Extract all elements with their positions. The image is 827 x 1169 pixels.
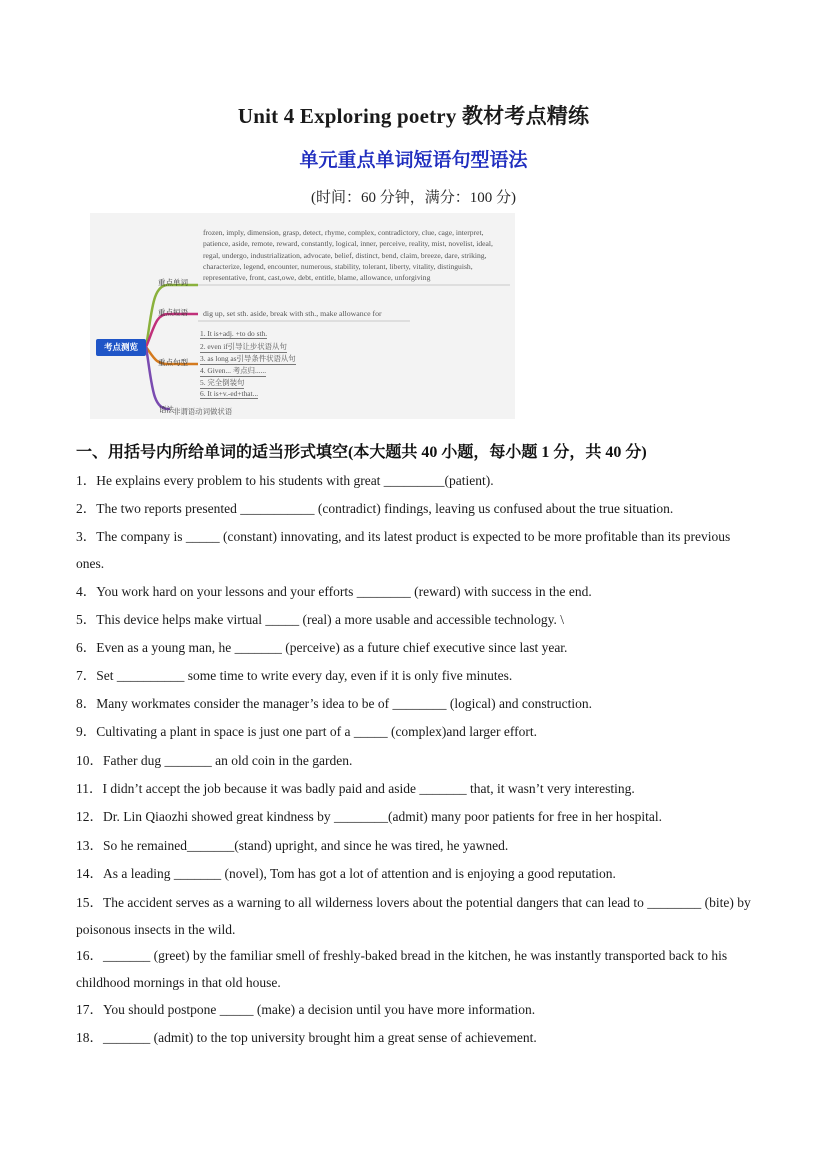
section-heading: 一、用括号内所给单词的适当形式填空(本大题共 40 小题，每小题 1 分，共 40 分) <box>76 444 647 461</box>
question-13: 13．So he remained_______(stand) upright, and since he was tired, he yawned. <box>76 838 509 853</box>
question-8: 8．Many workmates consider the manager’s idea to be of ________ (logical) and construction. <box>76 696 592 711</box>
sentences-branch-label: 重点句型 <box>158 358 188 367</box>
question-12: 12．Dr. Lin Qiaozhi showed great kindness by ________(admit) many poor patients for free in her hospital. <box>76 809 662 824</box>
question-16: 16．_______ (greet) by the familiar smell of freshly-baked bread in the kitchen, he was instantly transported back to his childhood mornings in that old house. <box>76 948 728 990</box>
page-title: Unit 4 Exploring poetry 教材考点精练 <box>237 104 590 128</box>
time-and-score: (时间：60 分钟，满分：100 分) <box>311 190 516 206</box>
question-18: 18．_______ (admit) to the top university brought him a great sense of achievement. <box>76 1030 537 1045</box>
question-7: 7．Set __________ some time to write every day, even if it is only five minutes. <box>76 668 513 683</box>
question-4: 4．You work hard on your lessons and your efforts ________ (reward) with success in the end. <box>76 584 592 599</box>
question-10: 10．Father dug _______ an old coin in the garden. <box>76 753 353 768</box>
question-2: 2．The two reports presented ___________ (contradict) findings, leaving us confused about the true situation. <box>76 501 674 516</box>
question-14: 14．As a leading _______ (novel), Tom has got a lot of attention and is enjoying a good reputation. <box>76 866 616 881</box>
words-branch-label: 重点单词 <box>158 278 188 287</box>
sentence-pattern-1: 1. It is+adj. +to do sth. <box>200 329 268 338</box>
grammar-point: 非谓语动词做状语 <box>173 407 233 416</box>
question-5: 5．This device helps make virtual _____ (real) a more usable and accessible technology. \ <box>76 612 564 627</box>
mind-map-root: 考点测览 <box>96 339 146 356</box>
sentence-pattern-3: 3. as long as引导条件状语从句 <box>200 354 296 363</box>
grammar-branch-label: 语法 <box>159 405 174 414</box>
sentence-pattern-6: 6. It is+v.-ed+that... <box>200 389 259 398</box>
question-11: 11．I didn’t accept the job because it was badly paid and aside _______ that, it wasn’t very interesting. <box>76 781 635 796</box>
sentence-pattern-2: 2. even if引导让步状语从句 <box>200 342 287 351</box>
mind-map <box>90 213 515 419</box>
phrases-branch-label: 重点短语 <box>158 308 188 317</box>
sentence-pattern-5: 5. 完全倒装句 <box>200 378 245 387</box>
question-1: 1．He explains every problem to his students with great _________(patient). <box>76 473 494 488</box>
question-6: 6．Even as a young man, he _______ (perceive) as a future chief executive since last year. <box>76 640 568 655</box>
question-17: 17．You should postpone _____ (make) a decision until you have more information. <box>76 1002 536 1017</box>
page-subtitle: 单元重点单词短语句型语法 <box>299 150 528 171</box>
sentence-pattern-4: 4. Given... 考点归...... <box>200 366 267 375</box>
key-phrases-list: dig up, set sth. aside, break with sth., make allowance for <box>203 309 382 318</box>
question-3: 3．The company is _____ (constant) innovating, and its latest product is expected to be more profitable than its previous ones. <box>76 529 731 571</box>
key-words-list: frozen, imply, dimension, grasp, detect, rhyme, complex, contradictory, clue, cage, interpret, patience, aside, remote, reward, constantly, logical, inner, perceive, reality, mist, novelist, ideal, regal, undergo, industrialization, advocate, belief, distinct, bend, claim, breeze, dare, striking, characterize, legend, encounter, numerous, stability, tolerant, liberty, vitality, distinguish, representative, front, cast,owe, debt, entitle, blame, allowance, unforgiving <box>203 228 493 283</box>
question-15: 15．The accident serves as a warning to all wilderness lovers about the potential dangers that can lead to ________ (bite) by poisonous insects in the wild. <box>76 895 751 937</box>
question-9: 9．Cultivating a plant in space is just one part of a _____ (complex)and larger effort. <box>76 724 538 739</box>
